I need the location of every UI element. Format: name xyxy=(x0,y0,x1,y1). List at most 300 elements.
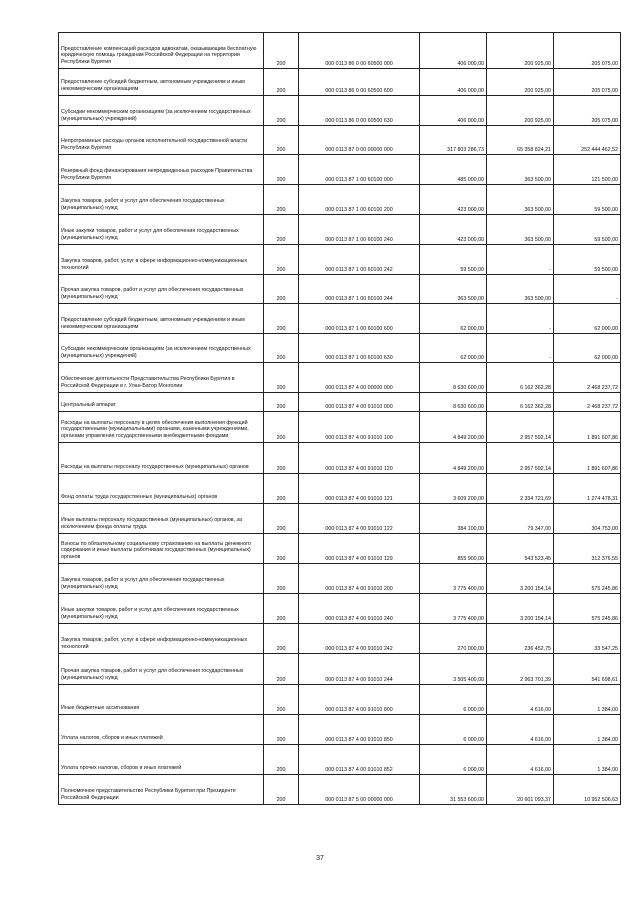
row-unexecuted-amount-text: 2 468 237,72 xyxy=(587,384,618,391)
row-approved-amount-cell xyxy=(420,594,487,624)
row-code-cell xyxy=(264,775,299,805)
row-executed-amount-cell xyxy=(487,715,554,745)
row-name-text: Иные закупки товаров, работ и услуг для обеспечения государственных (муниципальных) нужд xyxy=(61,228,239,241)
row-executed-amount-cell xyxy=(487,126,554,155)
row-executed-amount-cell xyxy=(487,594,554,624)
row-code-text: 200 xyxy=(276,206,286,213)
row-classification-code-cell xyxy=(299,185,420,215)
row-classification-code-text: 000 0113 87 1 00 60100 242 xyxy=(325,266,393,273)
row-approved-amount-cell xyxy=(420,245,487,275)
row-unexecuted-amount-text: 575 245,86 xyxy=(591,585,618,592)
row-executed-amount-cell xyxy=(487,534,554,564)
row-classification-code-cell xyxy=(299,715,420,745)
row-classification-code-text: 000 0113 87 4 00 91010 121 xyxy=(325,495,393,502)
row-code-text: 200 xyxy=(276,676,286,683)
row-name-text: Иные закупки товаров, работ и услуг для обеспечения государственных (муниципальных) нужд xyxy=(61,607,239,620)
row-name-text: Обеспечение деятельности Представительства Республики Бурятия в Российской Федерации в г. Улан-Батор Монголии xyxy=(61,376,235,389)
row-code-text: 200 xyxy=(276,585,286,592)
budget-execution-table xyxy=(58,32,621,805)
row-unexecuted-amount-cell xyxy=(554,624,621,654)
row-code-text: 200 xyxy=(276,465,286,472)
table-row xyxy=(59,715,621,745)
table-row xyxy=(59,185,621,215)
row-name-cell xyxy=(59,654,264,685)
row-classification-code-cell xyxy=(299,363,420,393)
row-name-cell xyxy=(59,96,264,126)
row-approved-amount-text: 270 000,00 xyxy=(457,645,484,652)
row-code-cell xyxy=(264,126,299,155)
table-row xyxy=(59,215,621,245)
row-approved-amount-text: 406 000,00 xyxy=(457,117,484,124)
row-classification-code-text: 000 0113 87 4 00 91010 129 xyxy=(325,555,393,562)
table-row xyxy=(59,443,621,474)
row-approved-amount-text: 384 100,00 xyxy=(457,525,484,532)
row-classification-code-cell xyxy=(299,304,420,334)
row-approved-amount-text: 8 630 600,00 xyxy=(453,403,484,410)
table-row xyxy=(59,33,621,69)
row-unexecuted-amount-text: 1 384,00 xyxy=(597,736,618,743)
row-executed-amount-cell xyxy=(487,412,554,443)
row-code-text: 200 xyxy=(276,384,286,391)
row-unexecuted-amount-cell xyxy=(554,69,621,96)
row-unexecuted-amount-text: 59 500,00 xyxy=(594,206,618,213)
row-executed-amount-text: 200 925,00 xyxy=(524,117,551,124)
row-executed-amount-cell xyxy=(487,745,554,775)
row-name-cell xyxy=(59,185,264,215)
row-executed-amount-text: 363 500,00 xyxy=(524,176,551,183)
row-unexecuted-amount-text: 575 245,86 xyxy=(591,615,618,622)
row-code-text: 200 xyxy=(276,146,286,153)
row-name-cell xyxy=(59,33,264,69)
row-executed-amount-cell xyxy=(487,334,554,363)
table-row xyxy=(59,334,621,363)
row-executed-amount-cell xyxy=(487,564,554,594)
row-executed-amount-text: 6 162 362,28 xyxy=(520,403,551,410)
row-name-cell xyxy=(59,393,264,412)
row-executed-amount-text: 3 200 154,14 xyxy=(520,585,551,592)
row-approved-amount-cell xyxy=(420,624,487,654)
row-classification-code-cell xyxy=(299,654,420,685)
row-name-text: Резервный фонд финансирования непредвиденных расходов Правительства Республики Бурятия xyxy=(61,168,253,181)
row-unexecuted-amount-text: 252 444 462,52 xyxy=(581,146,618,153)
row-name-cell xyxy=(59,624,264,654)
row-name-text: Уплата налогов, сборов и иных платежей xyxy=(61,734,163,741)
row-code-text: 200 xyxy=(276,645,286,652)
row-unexecuted-amount-cell xyxy=(554,745,621,775)
row-unexecuted-amount-cell xyxy=(554,534,621,564)
row-name-text: Фонд оплаты труда государственных (муниципальных) органов xyxy=(61,493,218,500)
table-row xyxy=(59,126,621,155)
row-approved-amount-text: 62 000,00 xyxy=(460,354,484,361)
row-code-cell xyxy=(264,215,299,245)
row-code-cell xyxy=(264,334,299,363)
row-approved-amount-cell xyxy=(420,474,487,504)
row-approved-amount-cell xyxy=(420,654,487,685)
row-unexecuted-amount-text: 1 891 607,86 xyxy=(587,434,618,441)
row-unexecuted-amount-cell xyxy=(554,185,621,215)
table-row xyxy=(59,504,621,534)
row-classification-code-text: 000 0113 87 4 00 91010 000 xyxy=(325,403,393,410)
row-name-text: Предоставление субсидий бюджетным, автономным учреждениям и иным некоммерческим организациям xyxy=(61,79,245,92)
row-executed-amount-text: 4 616,00 xyxy=(530,706,551,713)
row-classification-code-text: 000 0113 87 5 00 00000 000 xyxy=(325,796,393,803)
row-approved-amount-cell xyxy=(420,215,487,245)
row-code-text: 200 xyxy=(276,60,286,67)
row-code-cell xyxy=(264,185,299,215)
row-code-cell xyxy=(264,564,299,594)
row-unexecuted-amount-text: 62 000,00 xyxy=(594,325,618,332)
row-approved-amount-cell xyxy=(420,275,487,304)
row-classification-code-text: 000 0113 87 1 00 60100 600 xyxy=(325,325,393,332)
row-name-cell xyxy=(59,69,264,96)
row-executed-amount-cell xyxy=(487,96,554,126)
row-executed-amount-text: 6 162 362,28 xyxy=(520,384,551,391)
row-executed-amount-text: 4 616,00 xyxy=(530,766,551,773)
row-name-text: Прочая закупка товаров, работ и услуг для обеспечения государственных (муниципальных) нужд xyxy=(61,287,244,300)
row-code-text: 200 xyxy=(276,176,286,183)
row-approved-amount-cell xyxy=(420,69,487,96)
row-unexecuted-amount-cell xyxy=(554,654,621,685)
row-executed-amount-cell xyxy=(487,155,554,185)
row-approved-amount-text: 317 803 286,73 xyxy=(447,146,484,153)
row-name-cell xyxy=(59,304,264,334)
row-code-cell xyxy=(264,69,299,96)
row-name-text: Расходы на выплаты персоналу государственных (муниципальных) органов xyxy=(61,463,249,470)
row-unexecuted-amount-text: 1 891 607,86 xyxy=(587,465,618,472)
row-unexecuted-amount-cell xyxy=(554,33,621,69)
row-code-cell xyxy=(264,654,299,685)
row-name-text: Субсидии некоммерческим организациям (за исключением государственных (муниципальных) учреждений) xyxy=(61,346,251,359)
row-unexecuted-amount-text: 62 000,00 xyxy=(594,354,618,361)
row-approved-amount-text: 406 000,00 xyxy=(457,60,484,67)
row-classification-code-cell xyxy=(299,443,420,474)
row-classification-code-cell xyxy=(299,685,420,715)
row-code-cell xyxy=(264,715,299,745)
row-approved-amount-text: 4 849 200,00 xyxy=(453,465,484,472)
row-code-text: 200 xyxy=(276,615,286,622)
row-classification-code-cell xyxy=(299,594,420,624)
table-row xyxy=(59,96,621,126)
row-classification-code-text: 000 0113 87 4 00 91010 852 xyxy=(325,766,393,773)
row-approved-amount-text: 363 500,00 xyxy=(457,295,484,302)
row-code-text: 200 xyxy=(276,266,286,273)
row-name-text: Закупка товаров, работ, услуг в сфере информационно-коммуникационных технологий xyxy=(61,258,248,271)
row-classification-code-cell xyxy=(299,69,420,96)
row-name-text: Субсидии некоммерческим организациям (за исключением государственных (муниципальных) учреждений) xyxy=(61,109,251,122)
row-executed-amount-cell xyxy=(487,685,554,715)
row-unexecuted-amount-text: 1 384,00 xyxy=(597,766,618,773)
row-classification-code-text: 000 0113 87 4 00 91010 242 xyxy=(325,645,393,652)
row-executed-amount-cell xyxy=(487,275,554,304)
row-classification-code-cell xyxy=(299,412,420,443)
row-unexecuted-amount-text: 312 376,55 xyxy=(591,555,618,562)
row-unexecuted-amount-cell xyxy=(554,334,621,363)
row-name-text: Иные бюджетные ассигнования xyxy=(61,704,140,711)
row-name-cell xyxy=(59,215,264,245)
table-row xyxy=(59,534,621,564)
row-unexecuted-amount-cell xyxy=(554,775,621,805)
row-code-text: 200 xyxy=(276,796,286,803)
row-code-text: 200 xyxy=(276,434,286,441)
row-classification-code-text: 000 0113 86 0 00 60500 600 xyxy=(325,87,393,94)
row-name-text: Центральный аппарат xyxy=(61,401,116,408)
row-classification-code-text: 000 0113 87 1 00 60100 630 xyxy=(325,354,393,361)
row-unexecuted-amount-cell xyxy=(554,412,621,443)
row-classification-code-text: 000 0113 87 1 00 60100 244 xyxy=(325,295,393,302)
row-classification-code-text: 000 0113 87 4 00 91010 200 xyxy=(325,585,393,592)
row-classification-code-cell xyxy=(299,334,420,363)
row-unexecuted-amount-text: 2 468 237,72 xyxy=(587,403,618,410)
row-approved-amount-text: 423 000,00 xyxy=(457,236,484,243)
row-unexecuted-amount-cell xyxy=(554,594,621,624)
table-row xyxy=(59,69,621,96)
table-row xyxy=(59,304,621,334)
row-approved-amount-text: 6 000,00 xyxy=(463,736,484,743)
row-executed-amount-text: 2 963 701,39 xyxy=(520,676,551,683)
row-executed-amount-cell xyxy=(487,69,554,96)
row-name-cell xyxy=(59,245,264,275)
row-classification-code-text: 000 0113 86 0 00 60500 000 xyxy=(325,60,393,67)
row-executed-amount-cell xyxy=(487,624,554,654)
table-row xyxy=(59,745,621,775)
row-executed-amount-text: 363 500,00 xyxy=(524,236,551,243)
row-code-cell xyxy=(264,685,299,715)
row-unexecuted-amount-cell xyxy=(554,96,621,126)
row-approved-amount-text: 6 000,00 xyxy=(463,706,484,713)
row-approved-amount-cell xyxy=(420,745,487,775)
row-unexecuted-amount-text: 205 075,00 xyxy=(591,117,618,124)
row-executed-amount-text: 363 500,00 xyxy=(524,206,551,213)
row-name-cell xyxy=(59,685,264,715)
row-approved-amount-cell xyxy=(420,685,487,715)
row-name-cell xyxy=(59,334,264,363)
row-code-cell xyxy=(264,245,299,275)
row-classification-code-cell xyxy=(299,745,420,775)
row-unexecuted-amount-text: 1 384,00 xyxy=(597,706,618,713)
row-executed-amount-text: 236 452,75 xyxy=(524,645,551,652)
row-executed-amount-cell xyxy=(487,363,554,393)
row-name-text: Уплата прочих налогов, сборов и иных платежей xyxy=(61,764,182,771)
row-unexecuted-amount-text: 205 075,00 xyxy=(591,60,618,67)
table-row xyxy=(59,474,621,504)
row-approved-amount-cell xyxy=(420,564,487,594)
row-code-text: 200 xyxy=(276,555,286,562)
row-code-text: 200 xyxy=(276,525,286,532)
row-executed-amount-cell xyxy=(487,443,554,474)
row-unexecuted-amount-text: 59 500,00 xyxy=(594,236,618,243)
row-approved-amount-text: 4 849 200,00 xyxy=(453,434,484,441)
row-name-text: Полномочное представительство Республики Бурятия при Президенте Российской Федерации xyxy=(61,788,236,801)
page-number: 37 xyxy=(316,855,324,862)
row-executed-amount-text: 363 500,00 xyxy=(524,295,551,302)
row-approved-amount-cell xyxy=(420,363,487,393)
row-name-cell xyxy=(59,594,264,624)
row-code-cell xyxy=(264,33,299,69)
row-name-cell xyxy=(59,363,264,393)
row-name-text: Предоставление субсидий бюджетным, автономным учреждениям и иным некоммерческим организациям xyxy=(61,317,245,330)
row-name-text: Расходы на выплаты персоналу в целях обеспечения выполнения функций государственными (муниципальными) органами, казенными учреждениями, органами управления государственными внебюджетными фондами xyxy=(61,419,249,439)
row-executed-amount-cell xyxy=(487,185,554,215)
row-classification-code-cell xyxy=(299,275,420,304)
row-code-text: 200 xyxy=(276,736,286,743)
table-row xyxy=(59,685,621,715)
row-classification-code-text: 000 0113 86 0 00 60500 630 xyxy=(325,117,393,124)
row-unexecuted-amount-cell xyxy=(554,504,621,534)
row-classification-code-cell xyxy=(299,155,420,185)
row-executed-amount-cell xyxy=(487,775,554,805)
row-executed-amount-cell xyxy=(487,504,554,534)
row-approved-amount-cell xyxy=(420,443,487,474)
row-executed-amount-text: 2 957 592,14 xyxy=(520,465,551,472)
row-classification-code-text: 000 0113 87 0 00 00000 000 xyxy=(325,146,393,153)
row-unexecuted-amount-cell xyxy=(554,363,621,393)
row-classification-code-cell xyxy=(299,474,420,504)
row-name-cell xyxy=(59,474,264,504)
row-executed-amount-cell xyxy=(487,393,554,412)
table-row xyxy=(59,155,621,185)
row-code-text: 200 xyxy=(276,236,286,243)
row-executed-amount-text: 79 347,00 xyxy=(527,525,551,532)
row-name-cell xyxy=(59,534,264,564)
row-code-text: 200 xyxy=(276,295,286,302)
row-name-text: Предоставление компенсаций расходов адвокатам, оказывающим бесплатную юридическую помощь гражданам Российской Федерации на территории Республики Бурятия xyxy=(61,45,257,65)
row-approved-amount-text: 59 500,00 xyxy=(460,266,484,273)
row-name-cell xyxy=(59,745,264,775)
row-classification-code-text: 000 0113 87 1 00 60100 000 xyxy=(325,176,393,183)
row-approved-amount-cell xyxy=(420,304,487,334)
table-row xyxy=(59,654,621,685)
row-executed-amount-text: 20 601 093,37 xyxy=(517,796,551,803)
row-classification-code-cell xyxy=(299,245,420,275)
row-unexecuted-amount-text: 10 952 506,63 xyxy=(584,796,618,803)
row-approved-amount-cell xyxy=(420,393,487,412)
table-row xyxy=(59,393,621,412)
row-name-text: Прочая закупка товаров, работ и услуг для обеспечения государственных (муниципальных) нужд xyxy=(61,668,244,681)
row-approved-amount-cell xyxy=(420,775,487,805)
row-approved-amount-text: 485 000,00 xyxy=(457,176,484,183)
row-approved-amount-cell xyxy=(420,412,487,443)
row-executed-amount-cell xyxy=(487,245,554,275)
row-approved-amount-cell xyxy=(420,33,487,69)
row-approved-amount-cell xyxy=(420,715,487,745)
row-executed-amount-cell xyxy=(487,304,554,334)
row-executed-amount-text: - xyxy=(549,266,551,273)
row-name-cell xyxy=(59,275,264,304)
row-name-cell xyxy=(59,564,264,594)
table-row xyxy=(59,564,621,594)
row-approved-amount-text: 406 000,00 xyxy=(457,87,484,94)
row-code-cell xyxy=(264,393,299,412)
row-classification-code-cell xyxy=(299,126,420,155)
row-code-cell xyxy=(264,534,299,564)
row-executed-amount-text: 4 616,00 xyxy=(530,736,551,743)
budget-report-page xyxy=(58,32,618,805)
row-approved-amount-cell xyxy=(420,334,487,363)
row-unexecuted-amount-text: 59 500,00 xyxy=(594,266,618,273)
row-approved-amount-text: 3 505 400,00 xyxy=(453,676,484,683)
row-code-text: 200 xyxy=(276,495,286,502)
row-code-cell xyxy=(264,363,299,393)
row-classification-code-cell xyxy=(299,775,420,805)
row-unexecuted-amount-cell xyxy=(554,275,621,304)
row-approved-amount-text: 3 609 200,00 xyxy=(453,495,484,502)
row-classification-code-cell xyxy=(299,215,420,245)
row-code-cell xyxy=(264,275,299,304)
row-unexecuted-amount-text: 33 547,25 xyxy=(594,645,618,652)
row-name-cell xyxy=(59,443,264,474)
row-approved-amount-text: 8 630 600,00 xyxy=(453,384,484,391)
row-classification-code-cell xyxy=(299,504,420,534)
row-approved-amount-text: 3 775 400,00 xyxy=(453,585,484,592)
row-executed-amount-text: 543 523,45 xyxy=(524,555,551,562)
row-unexecuted-amount-cell xyxy=(554,304,621,334)
row-name-text: Закупка товаров, работ, услуг в сфере информационно-коммуникационных технологий xyxy=(61,637,248,650)
row-approved-amount-text: 3 775 400,00 xyxy=(453,615,484,622)
row-code-text: 200 xyxy=(276,87,286,94)
row-approved-amount-text: 6 000,00 xyxy=(463,766,484,773)
row-classification-code-text: 000 0113 87 4 00 91010 240 xyxy=(325,615,393,622)
row-classification-code-text: 000 0113 87 4 00 91010 244 xyxy=(325,676,393,683)
row-code-text: 200 xyxy=(276,354,286,361)
row-unexecuted-amount-cell xyxy=(554,715,621,745)
row-classification-code-text: 000 0113 87 4 00 91010 850 xyxy=(325,736,393,743)
table-row xyxy=(59,412,621,443)
row-unexecuted-amount-text: 205 075,00 xyxy=(591,87,618,94)
row-classification-code-text: 000 0113 87 4 00 00000 000 xyxy=(325,384,393,391)
table-row xyxy=(59,624,621,654)
row-name-text: Непрограммные расходы органов исполнительной государственной власти Республики Бурятия xyxy=(61,138,248,151)
row-name-cell xyxy=(59,412,264,443)
row-name-cell xyxy=(59,155,264,185)
row-executed-amount-text: 3 200 154,14 xyxy=(520,615,551,622)
row-unexecuted-amount-text: 1 274 478,31 xyxy=(587,495,618,502)
row-executed-amount-text: - xyxy=(549,354,551,361)
row-classification-code-cell xyxy=(299,534,420,564)
row-classification-code-text: 000 0113 87 4 00 91010 800 xyxy=(325,706,393,713)
row-executed-amount-cell xyxy=(487,33,554,69)
row-approved-amount-cell xyxy=(420,126,487,155)
table-row xyxy=(59,363,621,393)
row-unexecuted-amount-text: - xyxy=(616,295,618,302)
row-code-cell xyxy=(264,96,299,126)
row-classification-code-text: 000 0113 87 4 00 91010 122 xyxy=(325,525,393,532)
row-code-text: 200 xyxy=(276,403,286,410)
row-approved-amount-cell xyxy=(420,504,487,534)
row-executed-amount-text: 200 925,00 xyxy=(524,87,551,94)
row-classification-code-cell xyxy=(299,564,420,594)
row-unexecuted-amount-cell xyxy=(554,215,621,245)
row-code-cell xyxy=(264,745,299,775)
row-unexecuted-amount-cell xyxy=(554,474,621,504)
table-row xyxy=(59,775,621,805)
row-code-cell xyxy=(264,155,299,185)
row-unexecuted-amount-cell xyxy=(554,126,621,155)
row-name-text: Закупка товаров, работ и услуг для обеспечения государственных (муниципальных) нужд xyxy=(61,198,225,211)
row-code-cell xyxy=(264,412,299,443)
row-unexecuted-amount-text: 541 698,61 xyxy=(591,676,618,683)
row-approved-amount-text: 423 000,00 xyxy=(457,206,484,213)
row-name-cell xyxy=(59,715,264,745)
row-approved-amount-cell xyxy=(420,96,487,126)
row-approved-amount-cell xyxy=(420,534,487,564)
row-executed-amount-cell xyxy=(487,654,554,685)
row-code-cell xyxy=(264,474,299,504)
row-unexecuted-amount-text: 304 753,00 xyxy=(591,525,618,532)
table-row xyxy=(59,594,621,624)
row-classification-code-text: 000 0113 87 4 00 91010 120 xyxy=(325,465,393,472)
row-unexecuted-amount-cell xyxy=(554,155,621,185)
row-executed-amount-text: - xyxy=(549,325,551,332)
